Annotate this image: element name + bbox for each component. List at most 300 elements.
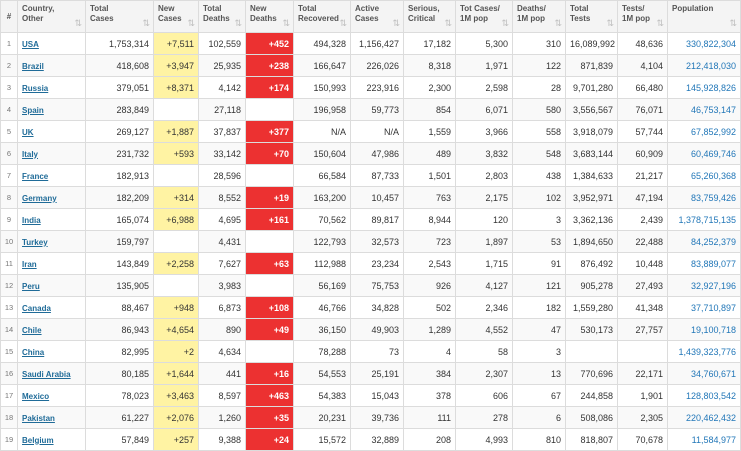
cell-new-cases: +7,511	[154, 33, 199, 55]
cell-total-cases: 159,797	[86, 231, 154, 253]
cell-num: 8	[1, 187, 18, 209]
cell-cases-per-m: 2,307	[456, 363, 513, 385]
header-label-line: 1M pop	[460, 14, 488, 23]
cell-total-recovered: 46,766	[294, 297, 351, 319]
header-serious[interactable]	[404, 1, 456, 33]
cell-serious: 723	[404, 231, 456, 253]
cell-total-recovered: 78,288	[294, 341, 351, 363]
header-label-line: Deaths	[250, 14, 277, 23]
cell-total-cases: 135,905	[86, 275, 154, 297]
cell-active-cases: 59,773	[351, 99, 404, 121]
cell-serious: 489	[404, 143, 456, 165]
cell-deaths-per-m: 580	[513, 99, 566, 121]
cell-total-recovered: 150,993	[294, 77, 351, 99]
header-label-line: 1M pop	[622, 14, 650, 23]
country-link[interactable]: Peru	[22, 281, 40, 291]
cell-total-deaths: 25,935	[199, 55, 246, 77]
cell-tests-per-m: 27,757	[618, 319, 668, 341]
cell-cases-per-m: 4,127	[456, 275, 513, 297]
cell-total-cases: 1,753,314	[86, 33, 154, 55]
cell-serious: 2,300	[404, 77, 456, 99]
cell-total-deaths: 4,142	[199, 77, 246, 99]
country-link[interactable]: France	[22, 171, 49, 181]
cell-total-recovered: 196,958	[294, 99, 351, 121]
cell-num: 19	[1, 429, 18, 451]
cell-total-tests: 530,173	[566, 319, 618, 341]
cell-tests-per-m: 48,636	[618, 33, 668, 55]
table-row	[1, 429, 741, 451]
cell-total-cases: 82,995	[86, 341, 154, 363]
cell-total-recovered: 122,793	[294, 231, 351, 253]
country-link[interactable]: Pakistan	[22, 413, 55, 423]
sort-arrows-icon[interactable]: ⇅	[656, 18, 664, 28]
cell-total-cases: 182,913	[86, 165, 154, 187]
cell-cases-per-m: 3,966	[456, 121, 513, 143]
cell-population: 128,803,542	[668, 385, 741, 407]
cell-total-tests: 244,858	[566, 385, 618, 407]
cell-country	[18, 363, 86, 385]
cell-cases-per-m: 3,832	[456, 143, 513, 165]
cell-num: 13	[1, 297, 18, 319]
cell-num: 6	[1, 143, 18, 165]
country-link[interactable]: Turkey	[22, 237, 48, 247]
cell-total-tests: 3,362,136	[566, 209, 618, 231]
cell-num: 15	[1, 341, 18, 363]
sort-arrows-icon[interactable]: ⇅	[74, 18, 82, 28]
cell-tests-per-m: 47,194	[618, 187, 668, 209]
cell-active-cases: 75,753	[351, 275, 404, 297]
cell-country	[18, 231, 86, 253]
cell-tests-per-m: 60,909	[618, 143, 668, 165]
cell-tests-per-m: 57,744	[618, 121, 668, 143]
cell-num: 10	[1, 231, 18, 253]
cell-serious: 17,182	[404, 33, 456, 55]
sort-arrows-icon[interactable]: ⇅	[444, 18, 452, 28]
header-label-line: Tests/	[622, 4, 645, 13]
country-link[interactable]: Mexico	[22, 391, 50, 401]
cell-total-deaths: 33,142	[199, 143, 246, 165]
cell-serious: 208	[404, 429, 456, 451]
table-row	[1, 231, 741, 253]
header-total-cases[interactable]	[86, 1, 154, 33]
sort-arrows-icon[interactable]: ⇅	[729, 18, 737, 28]
country-link[interactable]: Canada	[22, 303, 51, 313]
cell-country	[18, 99, 86, 121]
cell-new-cases: +4,654	[154, 319, 199, 341]
cell-population: 11,584,977	[668, 429, 741, 451]
header-label-line: Total	[570, 4, 589, 13]
cell-serious: 502	[404, 297, 456, 319]
cell-total-cases: 418,608	[86, 55, 154, 77]
cell-active-cases: 32,573	[351, 231, 404, 253]
cell-new-cases: +1,887	[154, 121, 199, 143]
cell-country	[18, 319, 86, 341]
cell-total-recovered: 150,604	[294, 143, 351, 165]
cell-tests-per-m: 22,171	[618, 363, 668, 385]
cell-new-deaths: +238	[246, 55, 294, 77]
header-total-deaths[interactable]	[199, 1, 246, 33]
cell-country	[18, 187, 86, 209]
header-label-line: Active	[355, 4, 380, 13]
cell-num: 14	[1, 319, 18, 341]
cell-total-deaths: 4,634	[199, 341, 246, 363]
cell-total-deaths: 6,873	[199, 297, 246, 319]
header-label-line: Cases	[90, 14, 114, 23]
cell-new-cases: +948	[154, 297, 199, 319]
header-label-line: Tot Cases/	[460, 4, 500, 13]
cell-num: 16	[1, 363, 18, 385]
cell-num: 7	[1, 165, 18, 187]
cell-total-deaths: 8,552	[199, 187, 246, 209]
cell-total-tests	[566, 341, 618, 363]
cell-population: 65,260,368	[668, 165, 741, 187]
header-total-recovered[interactable]	[294, 1, 351, 33]
cell-deaths-per-m: 102	[513, 187, 566, 209]
cell-new-deaths	[246, 231, 294, 253]
cell-population: 46,753,147	[668, 99, 741, 121]
cell-active-cases: 223,916	[351, 77, 404, 99]
cell-new-deaths: +174	[246, 77, 294, 99]
table-body	[1, 33, 741, 451]
header-label-line: Critical	[408, 14, 436, 23]
cell-total-deaths: 37,837	[199, 121, 246, 143]
cell-total-tests: 3,556,567	[566, 99, 618, 121]
cell-total-recovered: 163,200	[294, 187, 351, 209]
cell-population: 145,928,826	[668, 77, 741, 99]
cell-total-recovered: 166,647	[294, 55, 351, 77]
header-num[interactable]	[1, 1, 18, 33]
cell-total-deaths: 4,695	[199, 209, 246, 231]
cell-num: 9	[1, 209, 18, 231]
cell-serious: 8,944	[404, 209, 456, 231]
cell-deaths-per-m: 548	[513, 143, 566, 165]
country-link[interactable]: Spain	[22, 105, 44, 115]
cell-new-deaths: +452	[246, 33, 294, 55]
cell-population: 1,378,715,135	[668, 209, 741, 231]
cell-active-cases: 39,736	[351, 407, 404, 429]
header-label-line: Deaths/	[517, 4, 546, 13]
cell-total-deaths: 3,983	[199, 275, 246, 297]
cell-new-deaths: +108	[246, 297, 294, 319]
header-label-line: Population	[672, 4, 714, 13]
cell-total-cases: 80,185	[86, 363, 154, 385]
cell-new-cases: +2	[154, 341, 199, 363]
sort-arrows-icon[interactable]: ⇅	[501, 18, 509, 28]
cell-active-cases: 87,733	[351, 165, 404, 187]
cell-total-deaths: 9,388	[199, 429, 246, 451]
cell-serious: 4	[404, 341, 456, 363]
country-link[interactable]: USA	[22, 39, 39, 49]
cell-total-recovered: 494,328	[294, 33, 351, 55]
cell-new-deaths: +16	[246, 363, 294, 385]
cell-population: 220,462,432	[668, 407, 741, 429]
cell-tests-per-m: 70,678	[618, 429, 668, 451]
cell-tests-per-m: 27,493	[618, 275, 668, 297]
cell-total-cases: 57,849	[86, 429, 154, 451]
cell-country	[18, 341, 86, 363]
header-cases-per-m[interactable]	[456, 1, 513, 33]
cell-num: 4	[1, 99, 18, 121]
cell-deaths-per-m: 13	[513, 363, 566, 385]
cell-total-recovered: 56,169	[294, 275, 351, 297]
sort-arrows-icon[interactable]: ⇅	[282, 18, 290, 28]
sort-arrows-icon[interactable]: ⇅	[392, 18, 400, 28]
header-deaths-per-m[interactable]	[513, 1, 566, 33]
cell-active-cases: 89,817	[351, 209, 404, 231]
table-row	[1, 385, 741, 407]
cell-total-tests: 9,701,280	[566, 77, 618, 99]
cell-cases-per-m: 120	[456, 209, 513, 231]
cell-new-deaths	[246, 341, 294, 363]
country-link[interactable]: Italy	[22, 149, 39, 159]
cell-total-tests: 1,384,633	[566, 165, 618, 187]
cell-new-deaths: +24	[246, 429, 294, 451]
sort-arrows-icon[interactable]: ⇅	[606, 18, 614, 28]
cell-tests-per-m: 41,348	[618, 297, 668, 319]
cell-active-cases: 10,457	[351, 187, 404, 209]
cell-total-cases: 283,849	[86, 99, 154, 121]
country-link[interactable]: Germany	[22, 193, 57, 203]
sort-arrows-icon[interactable]: ⇅	[234, 18, 242, 28]
cell-new-deaths: +63	[246, 253, 294, 275]
cell-new-cases: +8,371	[154, 77, 199, 99]
cell-cases-per-m: 6,071	[456, 99, 513, 121]
header-tests-per-m[interactable]	[618, 1, 668, 33]
cell-num: 17	[1, 385, 18, 407]
cell-deaths-per-m: 310	[513, 33, 566, 55]
table-row	[1, 209, 741, 231]
cell-total-deaths: 28,596	[199, 165, 246, 187]
cell-new-cases	[154, 99, 199, 121]
table-row	[1, 187, 741, 209]
header-active-cases[interactable]	[351, 1, 404, 33]
cell-cases-per-m: 2,598	[456, 77, 513, 99]
cell-new-deaths: +161	[246, 209, 294, 231]
cell-total-cases: 86,943	[86, 319, 154, 341]
cell-deaths-per-m: 810	[513, 429, 566, 451]
cell-total-deaths: 7,627	[199, 253, 246, 275]
table-row	[1, 275, 741, 297]
cell-active-cases: 15,043	[351, 385, 404, 407]
cell-country	[18, 429, 86, 451]
cell-serious: 2,543	[404, 253, 456, 275]
cell-new-cases: +2,258	[154, 253, 199, 275]
header-country[interactable]	[18, 1, 86, 33]
header-new-cases[interactable]	[154, 1, 199, 33]
cell-active-cases: 34,828	[351, 297, 404, 319]
table-row	[1, 121, 741, 143]
cell-population: 60,469,746	[668, 143, 741, 165]
cell-total-cases: 88,467	[86, 297, 154, 319]
cell-total-deaths: 441	[199, 363, 246, 385]
country-link[interactable]: India	[22, 215, 41, 225]
cell-total-recovered: 54,553	[294, 363, 351, 385]
cell-population: 212,418,030	[668, 55, 741, 77]
cell-total-tests: 16,089,992	[566, 33, 618, 55]
cell-active-cases: 23,234	[351, 253, 404, 275]
table-row	[1, 165, 741, 187]
cell-population: 83,759,426	[668, 187, 741, 209]
cell-total-recovered: 20,231	[294, 407, 351, 429]
header-new-deaths[interactable]	[246, 1, 294, 33]
cell-cases-per-m: 1,897	[456, 231, 513, 253]
cell-new-deaths: +49	[246, 319, 294, 341]
cell-population: 34,760,671	[668, 363, 741, 385]
header-label-line: Deaths	[203, 14, 230, 23]
cell-total-tests: 508,086	[566, 407, 618, 429]
cell-total-cases: 379,051	[86, 77, 154, 99]
cell-new-cases: +6,988	[154, 209, 199, 231]
cell-total-deaths: 1,260	[199, 407, 246, 429]
cell-new-cases: +3,463	[154, 385, 199, 407]
cell-population: 67,852,992	[668, 121, 741, 143]
cell-total-cases: 231,732	[86, 143, 154, 165]
cell-cases-per-m: 2,175	[456, 187, 513, 209]
table-row	[1, 297, 741, 319]
country-link[interactable]: Brazil	[22, 61, 44, 71]
cell-deaths-per-m: 6	[513, 407, 566, 429]
cell-population: 37,710,897	[668, 297, 741, 319]
cell-num: 18	[1, 407, 18, 429]
cell-active-cases: 73	[351, 341, 404, 363]
cell-total-cases: 269,127	[86, 121, 154, 143]
cell-deaths-per-m: 53	[513, 231, 566, 253]
cell-new-cases: +2,076	[154, 407, 199, 429]
cell-total-recovered: 112,988	[294, 253, 351, 275]
cell-tests-per-m: 21,217	[618, 165, 668, 187]
table-row	[1, 253, 741, 275]
cell-active-cases: 25,191	[351, 363, 404, 385]
cell-total-tests: 876,492	[566, 253, 618, 275]
cell-deaths-per-m: 91	[513, 253, 566, 275]
cell-deaths-per-m: 67	[513, 385, 566, 407]
cell-tests-per-m	[618, 341, 668, 363]
cell-total-deaths: 890	[199, 319, 246, 341]
cell-total-recovered: 70,562	[294, 209, 351, 231]
cell-serious: 8,318	[404, 55, 456, 77]
cell-cases-per-m: 4,993	[456, 429, 513, 451]
header-label-line: Total	[298, 4, 317, 13]
cell-serious: 763	[404, 187, 456, 209]
cell-new-cases: +593	[154, 143, 199, 165]
cell-deaths-per-m: 121	[513, 275, 566, 297]
country-link[interactable]: Saudi Arabia	[22, 369, 71, 379]
cell-tests-per-m: 10,448	[618, 253, 668, 275]
header-total-tests[interactable]	[566, 1, 618, 33]
cell-num: 5	[1, 121, 18, 143]
cell-tests-per-m: 2,305	[618, 407, 668, 429]
header-label-line: Total	[90, 4, 109, 13]
cell-country	[18, 77, 86, 99]
cell-tests-per-m: 76,071	[618, 99, 668, 121]
cell-new-cases	[154, 165, 199, 187]
cell-new-deaths: +377	[246, 121, 294, 143]
cell-total-cases: 61,227	[86, 407, 154, 429]
cell-country	[18, 209, 86, 231]
table-row	[1, 77, 741, 99]
cell-tests-per-m: 1,901	[618, 385, 668, 407]
cell-active-cases: 49,903	[351, 319, 404, 341]
table-row	[1, 341, 741, 363]
cell-num: 11	[1, 253, 18, 275]
sort-arrows-icon[interactable]: ⇅	[187, 18, 195, 28]
cell-cases-per-m: 5,300	[456, 33, 513, 55]
cell-total-tests: 818,807	[566, 429, 618, 451]
cell-population: 19,100,718	[668, 319, 741, 341]
header-population[interactable]	[668, 1, 741, 33]
cell-active-cases: 47,986	[351, 143, 404, 165]
cell-new-cases	[154, 231, 199, 253]
table-row	[1, 55, 741, 77]
cell-total-recovered: 36,150	[294, 319, 351, 341]
cell-new-cases: +1,644	[154, 363, 199, 385]
cell-active-cases: 1,156,427	[351, 33, 404, 55]
cell-deaths-per-m: 3	[513, 209, 566, 231]
table-row	[1, 99, 741, 121]
cell-new-deaths	[246, 165, 294, 187]
cell-cases-per-m: 1,971	[456, 55, 513, 77]
cell-cases-per-m: 4,552	[456, 319, 513, 341]
cell-total-recovered: 54,383	[294, 385, 351, 407]
cell-deaths-per-m: 438	[513, 165, 566, 187]
cell-total-tests: 1,894,650	[566, 231, 618, 253]
table-row	[1, 363, 741, 385]
cell-active-cases: 226,026	[351, 55, 404, 77]
cell-num: 1	[1, 33, 18, 55]
cell-country	[18, 385, 86, 407]
cell-total-recovered: 66,584	[294, 165, 351, 187]
cell-country	[18, 33, 86, 55]
cell-deaths-per-m: 182	[513, 297, 566, 319]
sort-arrows-icon[interactable]: ⇅	[142, 18, 150, 28]
cell-cases-per-m: 1,715	[456, 253, 513, 275]
header-label-line: Recovered	[298, 14, 339, 23]
header-label-line: Total	[203, 4, 222, 13]
cell-serious: 1,559	[404, 121, 456, 143]
cell-total-recovered: 15,572	[294, 429, 351, 451]
cell-population: 32,927,196	[668, 275, 741, 297]
cell-total-deaths: 27,118	[199, 99, 246, 121]
cell-deaths-per-m: 558	[513, 121, 566, 143]
sort-arrows-icon[interactable]: ⇅	[339, 18, 347, 28]
cell-new-cases: +257	[154, 429, 199, 451]
cell-total-tests: 3,952,971	[566, 187, 618, 209]
country-link[interactable]: China	[22, 347, 45, 357]
cell-serious: 378	[404, 385, 456, 407]
cell-population: 83,889,077	[668, 253, 741, 275]
cell-cases-per-m: 2,803	[456, 165, 513, 187]
cell-total-cases: 143,849	[86, 253, 154, 275]
header-label: #	[6, 11, 12, 21]
country-link[interactable]: UK	[22, 127, 34, 137]
table-row	[1, 319, 741, 341]
cell-serious: 384	[404, 363, 456, 385]
cell-active-cases: 32,889	[351, 429, 404, 451]
country-link[interactable]: Iran	[22, 259, 37, 269]
cell-tests-per-m: 4,104	[618, 55, 668, 77]
country-link[interactable]: Russia	[22, 83, 49, 93]
cell-country	[18, 297, 86, 319]
header-label-line: Other	[22, 14, 44, 23]
cell-deaths-per-m: 28	[513, 77, 566, 99]
country-link[interactable]: Belgium	[22, 435, 54, 445]
cell-total-tests: 3,683,144	[566, 143, 618, 165]
sort-arrows-icon[interactable]: ⇅	[554, 18, 562, 28]
country-link[interactable]: Chile	[22, 325, 42, 335]
cell-num: 2	[1, 55, 18, 77]
cell-total-tests: 1,559,280	[566, 297, 618, 319]
cell-country	[18, 143, 86, 165]
